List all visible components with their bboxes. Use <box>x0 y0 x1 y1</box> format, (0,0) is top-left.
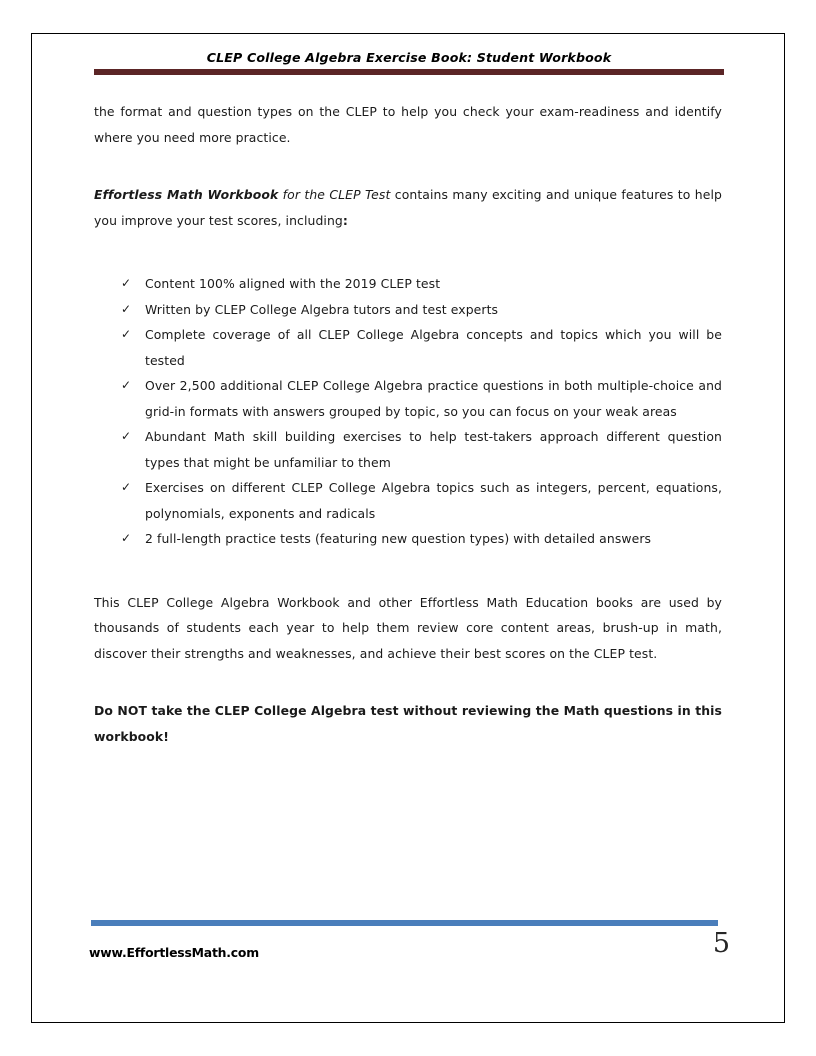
list-item <box>94 271 722 297</box>
list-item-label: 2 full-length practice tests (featuring new question types) with detailed answers <box>145 531 652 546</box>
page-number: 5 <box>712 928 730 959</box>
list-item <box>94 373 722 424</box>
test-name-emphasis: for the CLEP Test <box>278 187 391 202</box>
page-sheet <box>31 33 785 1023</box>
checkmark-icon: ✓ <box>121 378 132 392</box>
list-spacer-bottom <box>94 552 722 590</box>
checkmark-icon: ✓ <box>121 480 132 494</box>
list-item-label: Written by CLEP College Algebra tutors and test experts <box>145 301 499 317</box>
paragraph-spacer-2 <box>94 666 722 698</box>
paragraph-intro: the format and question types on the CLEP to help you check your exam-readiness and identify where you need more practice. <box>94 104 722 145</box>
list-item <box>94 526 722 552</box>
checkmark-icon: ✓ <box>121 301 132 316</box>
paragraph-features-intro <box>94 182 722 233</box>
list-item <box>94 424 722 475</box>
workbook-title-emphasis: Effortless Math Workbook <box>94 187 279 202</box>
features-check-list <box>94 271 722 552</box>
paragraph-warning: Do NOT take the CLEP College Algebra test without reviewing the Math questions in this workbook! <box>94 703 722 744</box>
list-item-label: Over 2,500 additional CLEP College Algebra practice questions in both multiple-choice and grid-in formats with answers grouped by topic, so you can focus on your weak areas <box>145 378 722 419</box>
paragraph-usage: This CLEP College Algebra Workbook and other Effortless Math Education books are used by thousands of students each year to help them review core content areas, brush-up in math, discover their strengths and weaknesses, and achieve their best scores on the CLEP test. <box>94 594 722 661</box>
checkmark-icon: ✓ <box>121 276 132 290</box>
page-footer <box>32 912 784 1022</box>
checkmark-icon: ✓ <box>121 429 132 443</box>
header-divider-rule <box>94 69 724 75</box>
paragraph-spacer <box>94 150 722 182</box>
checkmark-icon: ✓ <box>121 531 132 545</box>
page-header-title: CLEP College Algebra Exercise Book: Student Workbook <box>206 50 612 65</box>
list-item-label: Exercises on different CLEP College Algebra topics such as integers, percent, equations, polynomials, exponents and radicals <box>145 480 722 521</box>
list-item <box>94 297 722 323</box>
checkmark-icon: ✓ <box>121 327 132 341</box>
list-item <box>94 475 722 526</box>
list-item-label: Complete coverage of all CLEP College Algebra concepts and topics which you will be tested <box>145 327 722 368</box>
footer-website: www.EffortlessMath.com <box>89 945 259 960</box>
list-spacer-top <box>94 233 722 271</box>
list-item-label: Abundant Math skill building exercises to help test-takers approach different question types that might be unfamiliar to them <box>145 429 722 470</box>
footer-divider-rule <box>91 920 718 926</box>
page-content <box>94 99 722 749</box>
list-item <box>94 322 722 373</box>
list-item-label: Content 100% aligned with the 2019 CLEP test <box>145 276 441 291</box>
paragraph-features-intro-colon: : <box>342 212 348 228</box>
paragraph-features-intro-rest: contains many exciting and unique features to help you improve your test scores, including <box>94 187 722 228</box>
